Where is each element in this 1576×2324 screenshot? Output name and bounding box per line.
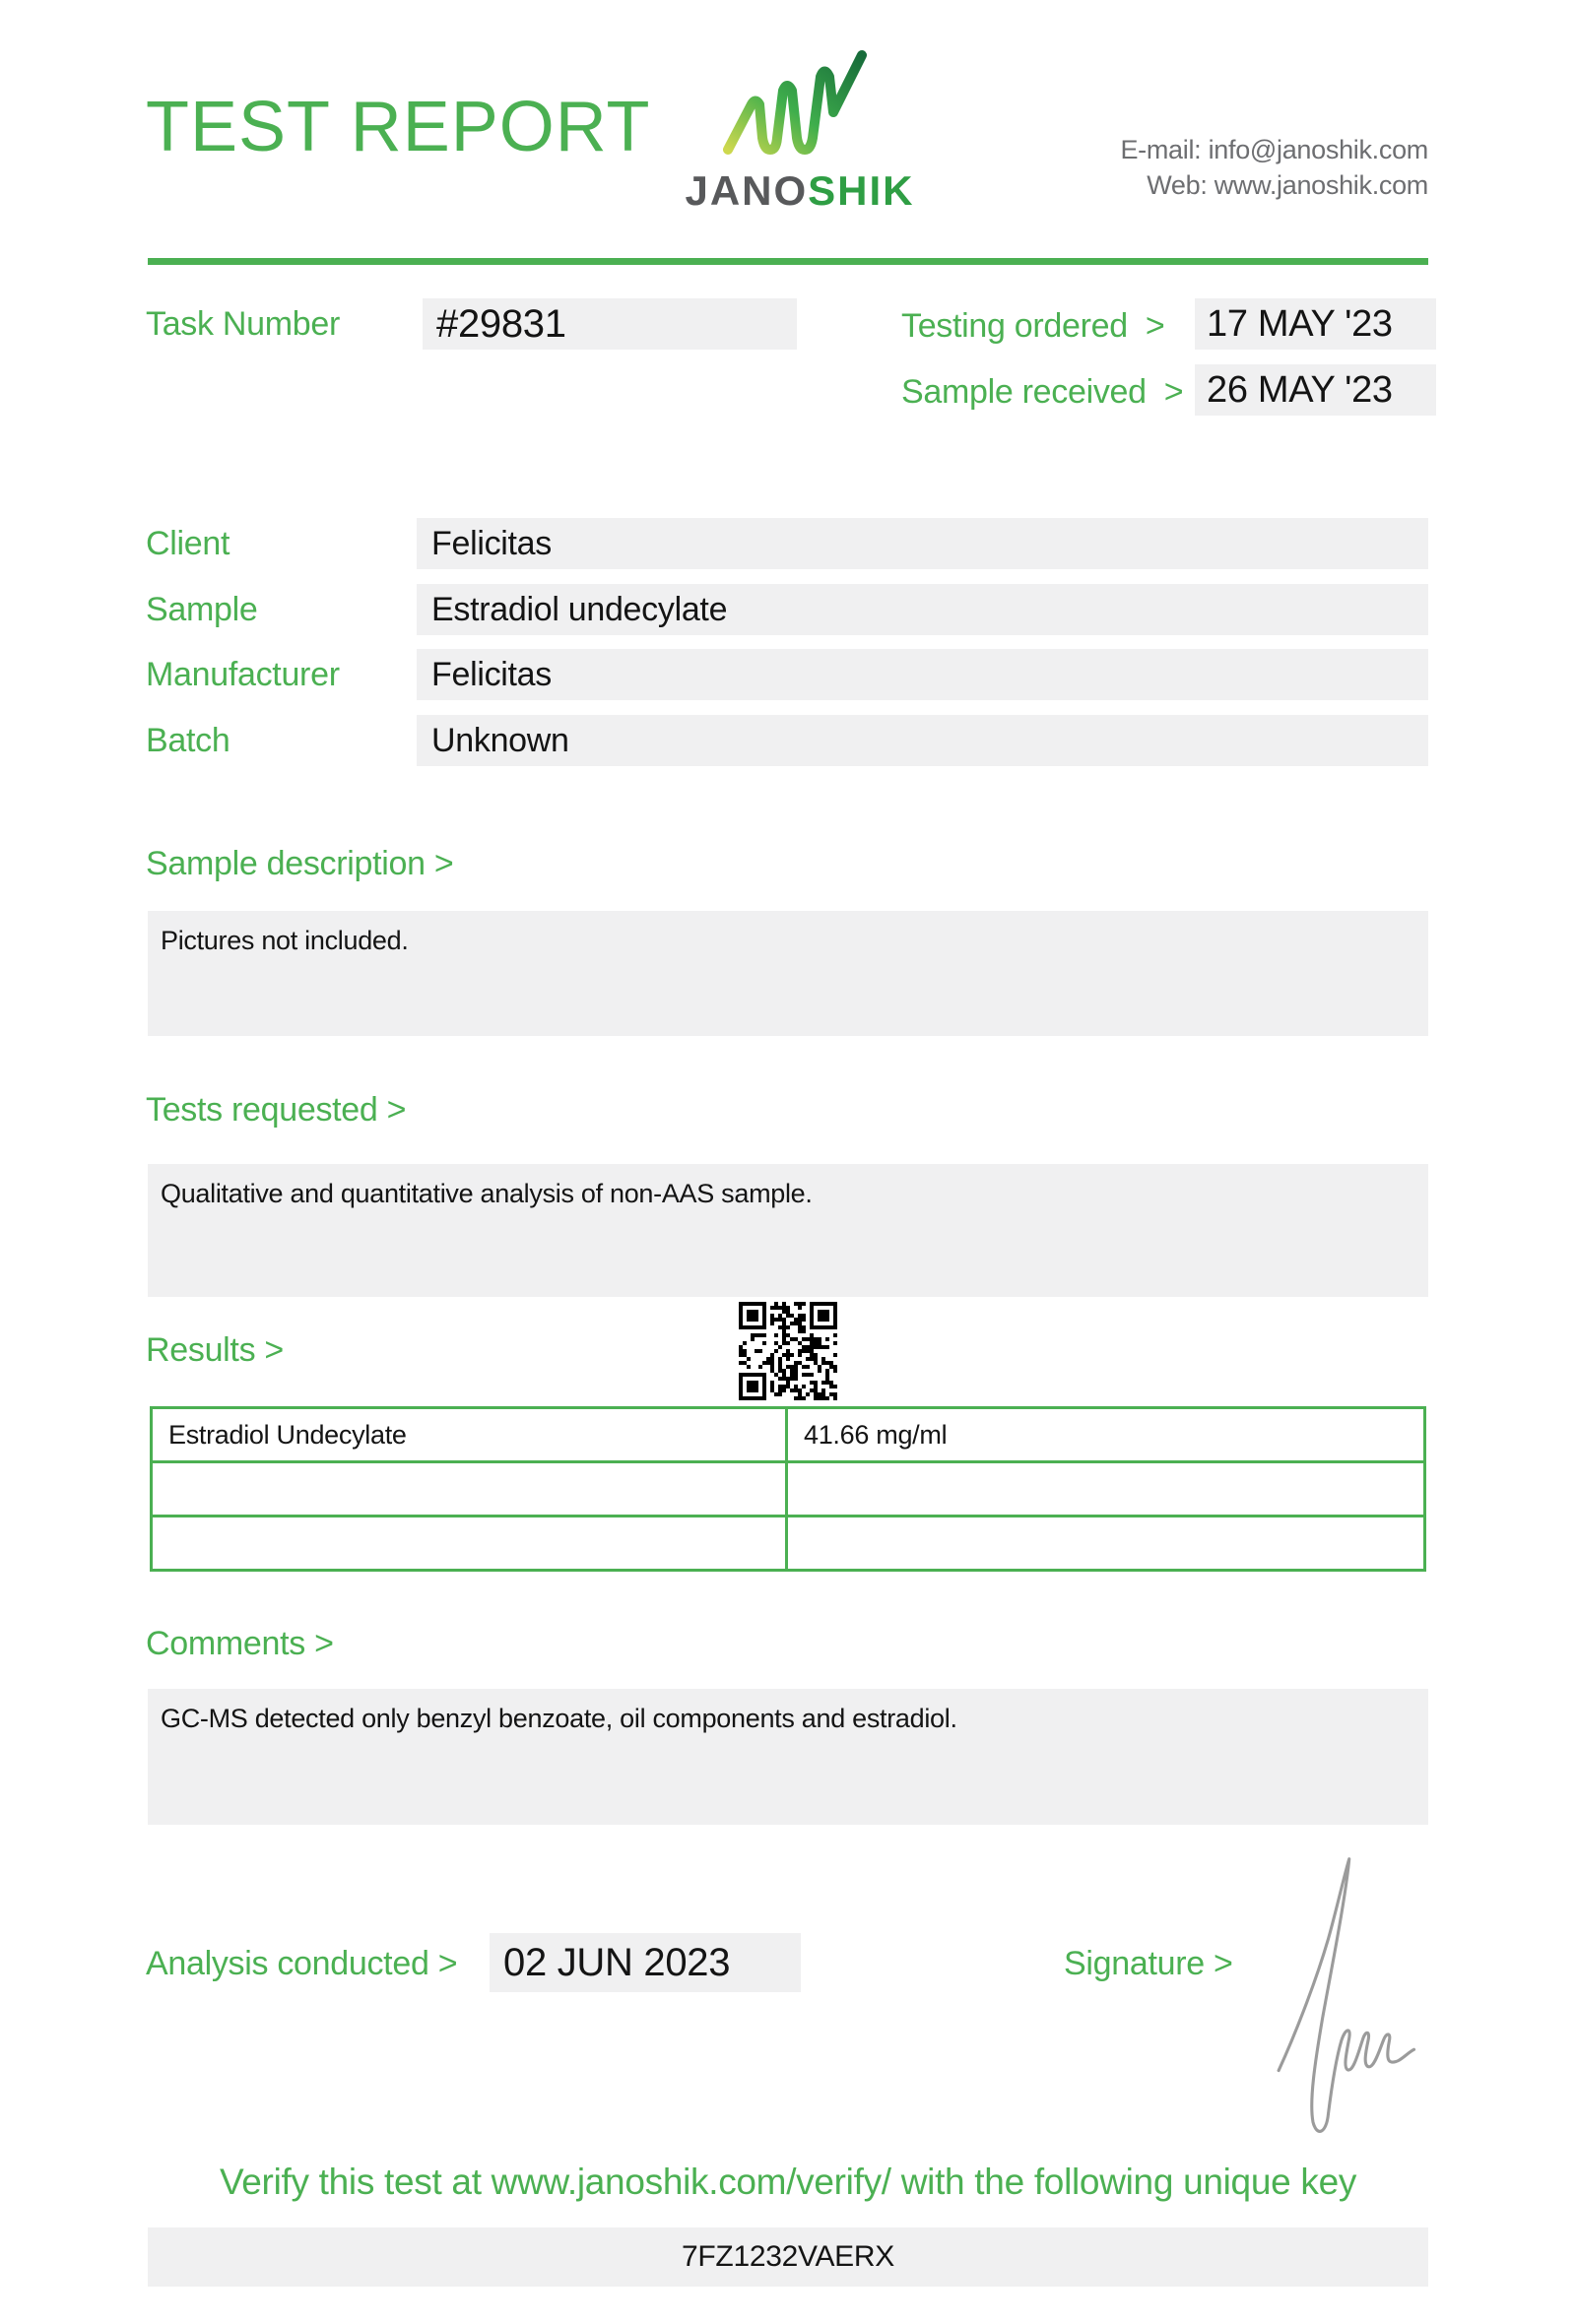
janoshik-logo (662, 47, 938, 215)
testing-ordered-value: 17 MAY '23 (1207, 302, 1393, 345)
analysis-date-box (490, 1933, 801, 1992)
qr-code (739, 1302, 837, 1400)
tests-requested-box (148, 1164, 1428, 1297)
sample-description-text: Pictures not included. (161, 926, 409, 955)
table-row (152, 1517, 1425, 1571)
results-heading: Results > (146, 1331, 284, 1369)
contact-web: Web: www.janoshik.com (1147, 170, 1428, 200)
result-name-cell: Estradiol Undecylate (152, 1408, 787, 1462)
header-divider (148, 258, 1428, 265)
testing-ordered-box (1195, 298, 1436, 350)
analysis-conducted-label: Analysis conducted > (146, 1945, 458, 1982)
sample-value: Estradiol undecylate (431, 590, 728, 628)
result-value-cell (787, 1462, 1425, 1517)
client-label: Client (146, 525, 230, 562)
sample-box (417, 584, 1428, 635)
tests-requested-heading: Tests requested > (146, 1091, 407, 1129)
results-table (150, 1406, 1426, 1572)
page-title: TEST REPORT (146, 88, 651, 166)
signature-label: Signature > (1064, 1945, 1233, 1982)
testing-ordered-label: Testing ordered > (901, 307, 1165, 345)
arrow-icon: > (1163, 373, 1184, 411)
client-box (417, 518, 1428, 569)
contact-email: E-mail: info@janoshik.com (1120, 135, 1428, 164)
contact-info (1120, 132, 1428, 203)
handwritten-signature (1263, 1851, 1420, 2152)
manufacturer-box (417, 649, 1428, 700)
unique-key-value: 7FZ1232VAERX (682, 2240, 894, 2273)
analysis-date-value: 02 JUN 2023 (503, 1940, 731, 1984)
table-row (152, 1408, 1425, 1462)
batch-box (417, 715, 1428, 766)
logo-text-jano: JANO (685, 167, 809, 214)
sample-description-box (148, 911, 1428, 1036)
tests-requested-text: Qualitative and quantitative analysis of non-AAS sample. (161, 1179, 813, 1208)
result-name-cell (152, 1517, 787, 1571)
result-value-cell: 41.66 mg/ml (787, 1408, 1425, 1462)
task-number-value: #29831 (436, 301, 566, 346)
verify-instructions: Verify this test at www.janoshik.com/verify/ with the following unique key (219, 2162, 1357, 2202)
batch-value: Unknown (431, 721, 569, 759)
manufacturer-value: Felicitas (431, 655, 552, 693)
unique-key-box (148, 2227, 1428, 2287)
batch-label: Batch (146, 722, 230, 759)
logo-wordmark (662, 167, 938, 215)
sample-label: Sample (146, 591, 258, 628)
comments-text: GC-MS detected only benzyl benzoate, oil components and estradiol. (161, 1704, 957, 1733)
sample-received-value: 26 MAY '23 (1207, 368, 1393, 411)
sample-description-heading: Sample description > (146, 845, 454, 882)
result-name-cell (152, 1462, 787, 1517)
result-value-cell (787, 1517, 1425, 1571)
table-row (152, 1462, 1425, 1517)
task-number-box (423, 298, 797, 350)
sample-received-label: Sample received > (901, 373, 1184, 411)
growth-chart-icon (662, 47, 938, 163)
comments-heading: Comments > (146, 1625, 334, 1662)
sample-received-box (1195, 364, 1436, 416)
arrow-icon: > (1145, 307, 1165, 345)
comments-box (148, 1689, 1428, 1825)
task-number-label: Task Number (146, 305, 340, 343)
manufacturer-label: Manufacturer (146, 656, 340, 693)
logo-text-shik: SHIK (808, 167, 915, 214)
client-value: Felicitas (431, 524, 552, 562)
